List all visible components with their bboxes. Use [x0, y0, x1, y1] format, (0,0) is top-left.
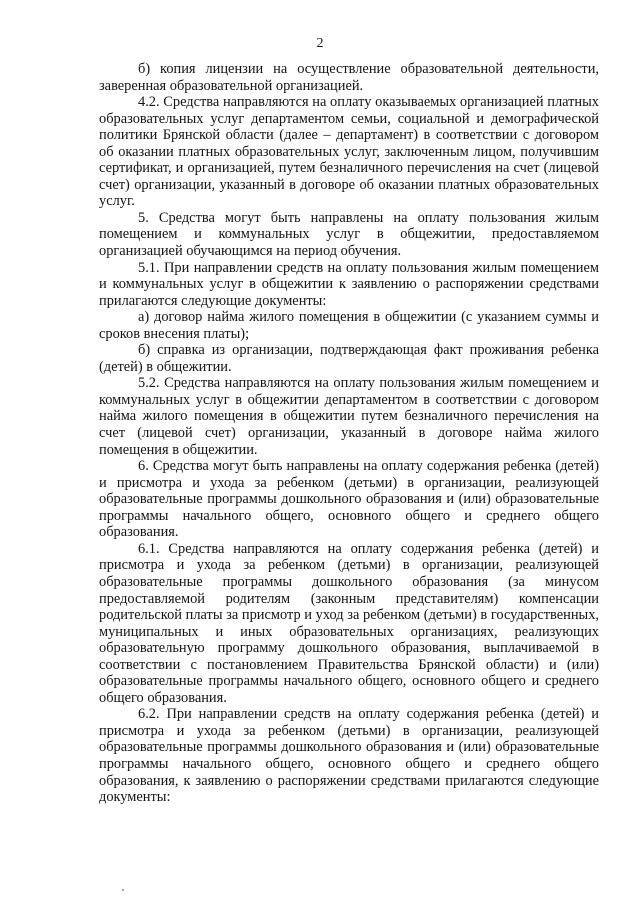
paragraph-5-2: 5.2. Средства направляются на оплату пользования жилым помещением и коммунальных услуг в общежитии департаментом в соответствии с договором найма жилого помещения в общежитии путем безналичного перечисления на счет (лицевой счет) организации, указанный в договоре найма жилого помещения в общежитии.: [99, 375, 599, 458]
paragraph-6-1: 6.1. Средства направляются на оплату содержания ребенка (детей) и присмотра и ухода за ребенком (детьми) в организации, реализующей образовательные программы дошкольного образования (за минусом предоставляемой родителям (законным представителям) компенсации родительской платы за присмотр и уход за ребенком (детьми) в государственных, муниципальных и иных образовательных организациях, реализующих образовательную программу дошкольного образования, выплачиваемой в соответствии с постановлением Правительства Брянской области) и (или) образовательные программы начального общего, основного общего и среднего общего образования.: [99, 540, 599, 706]
paragraph-5-1-a: а) договор найма жилого помещения в общежитии (с указанием суммы и сроков внесения платы);: [99, 309, 599, 342]
paragraph-6-2: 6.2. При направлении средств на оплату содержания ребенка (детей) и присмотра и ухода за ребенком (детьми) в организации, реализующей образовательные программы дошкольного образования и (или) образовательные программы начального общего, основного общего и среднего общего образования, к заявлению о распоряжении средствами прилагаются следующие документы:: [99, 706, 599, 806]
paragraph-6: 6. Средства могут быть направлены на оплату содержания ребенка (детей) и присмотра и ухода за ребенком (детьми) в организации, реализующей образовательные программы дошкольного образования и (или) образовательные программы начального общего, основного общего и среднего общего образования.: [99, 458, 599, 541]
paragraph-5: 5. Средства могут быть направлены на оплату пользования жилым помещением и коммунальных услуг в общежитии, предоставляемом организацией обучающимся на период обучения.: [99, 209, 599, 260]
scan-speck: [122, 889, 124, 891]
paragraph-5-1: 5.1. При направлении средств на оплату пользования жилым помещением и коммунальных услуг в общежитии к заявлению о распоряжении средствами прилагаются следующие документы:: [99, 259, 599, 309]
document-body: [99, 61, 599, 806]
page-number: 2: [316, 36, 324, 51]
paragraph-4-2: 4.2. Средства направляются на оплату оказываемых организацией платных образовательных услуг департаментом семьи, социальной и демографической политики Брянской области (далее – департамент) в соответствии с договором об оказании платных образовательных услуг, заключенным лицом, получившим сертификат, и организацией, путем безналичного перечисления на счет (лицевой счет) организации, указанный в договоре об оказании платных образовательных услуг.: [99, 94, 599, 210]
paragraph-5-1-b: б) справка из организации, подтверждающая факт проживания ребенка (детей) в общежитии.: [99, 342, 599, 375]
paragraph-license-copy: б) копия лицензии на осуществление образовательной деятельности, заверенная образовательной организацией.: [99, 61, 599, 94]
